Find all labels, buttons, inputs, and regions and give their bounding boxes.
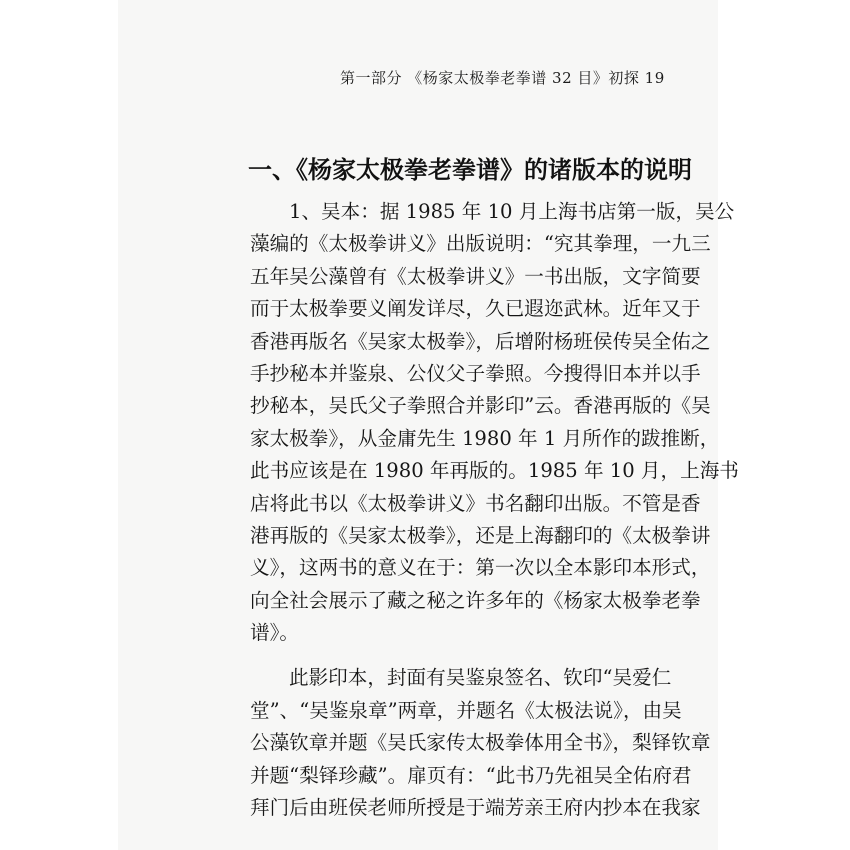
body-text	[250, 196, 739, 837]
text-line: 此影印本，封面有吴鉴泉签名、钦印“吴爱仁	[289, 666, 672, 690]
text-line: 家太极拳》，从金庸先生 1980 年 1 月所作的跋推断，	[250, 426, 720, 450]
text-line: 藻编的《太极拳讲义》出版说明：“究其拳理，一九三	[250, 232, 711, 256]
text-line: 向全社会展示了藏之秘之许多年的《杨家太极拳老拳	[250, 588, 701, 612]
text-line: 拜门后由班侯老师所授是于端芳亲王府内抄本在我家	[250, 796, 701, 820]
text-line: 店将此书以《太极拳讲义》书名翻印出版。不管是香	[250, 491, 701, 515]
text-line: 而于太极拳要义阐发详尽，久已遐迩武林。近年又于	[250, 297, 701, 321]
text-line: 手抄秘本并鉴泉、公仪父子拳照。今搜得旧本并以手	[250, 361, 701, 385]
text-line: 谱》。	[250, 621, 299, 645]
text-line: 1、吴本：据 1985 年 10 月上海书店第一版，吴公	[289, 200, 735, 223]
paragraph-1	[250, 196, 739, 649]
text-line: 堂”、“吴鉴泉章”两章，并题名《太极法说》，由吴	[250, 698, 682, 722]
running-head: 第一部分 《杨家太极拳老拳谱 32 目》初探 19	[340, 69, 665, 87]
text-line: 此书应该是在 1980 年再版的。1985 年 10 月，上海书	[250, 459, 739, 483]
text-line: 香港再版名《吴家太极拳》，后增附杨班侯传吴全佑之	[250, 329, 711, 353]
text-line: 港再版的《吴家太极拳》，还是上海翻印的《太极拳讲	[250, 523, 711, 547]
paragraph-2	[250, 662, 711, 824]
text-line: 并题“梨铎珍藏”。扉页有：“此书乃先祖吴全佑府君	[250, 763, 692, 787]
text-line: 五年吴公藻曾有《太极拳讲义》一书出版，文字简要	[250, 264, 701, 288]
section-title: 一、《杨家太极拳老拳谱》的诸版本的说明	[248, 156, 692, 184]
text-line: 公藻钦章并题《吴氏家传太极拳体用全书》，梨铎钦章	[250, 731, 711, 755]
text-line: 义》，这两书的意义在于：第一次以全本影印本形式，	[250, 556, 711, 580]
text-line: 抄秘本，吴氏父子拳照合并影印”云。香港再版的《吴	[250, 394, 711, 418]
